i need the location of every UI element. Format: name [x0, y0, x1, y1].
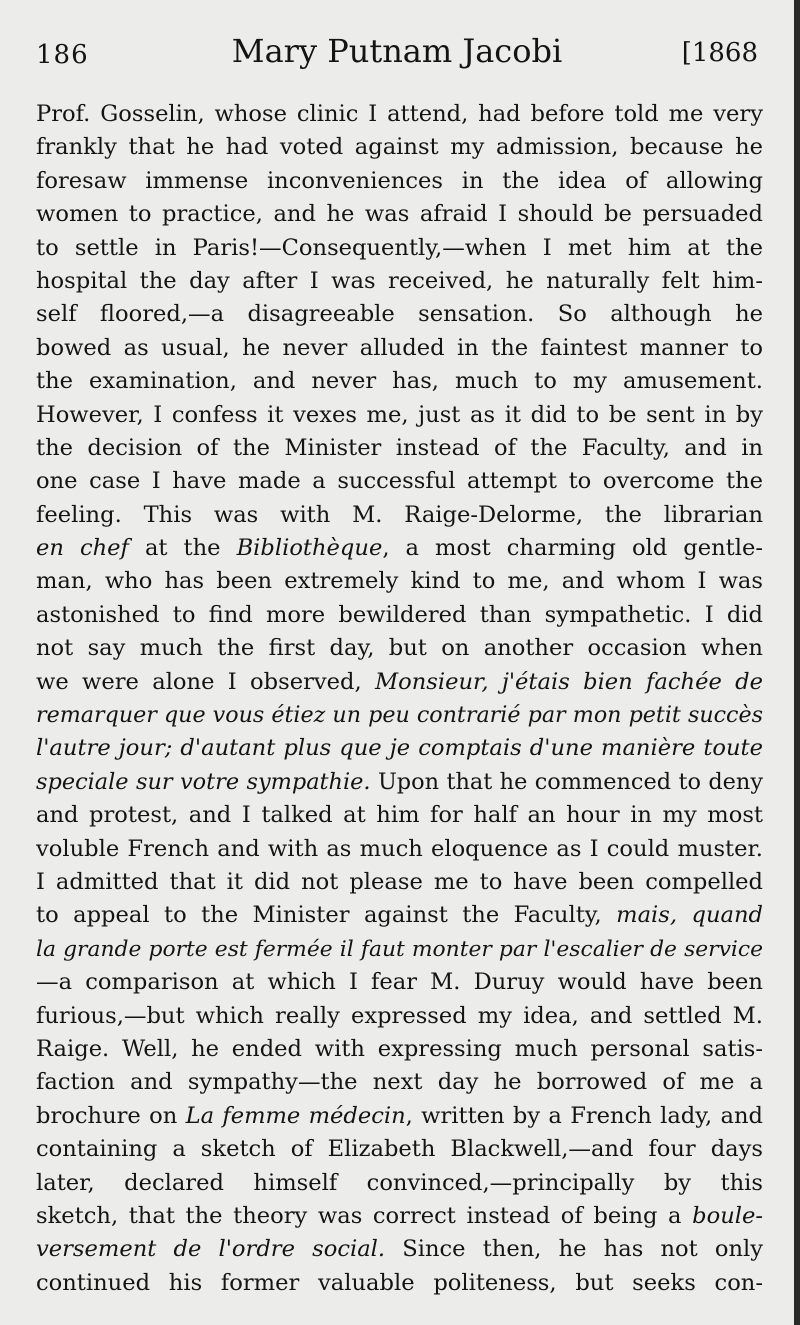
text-segment: continued his former valuable politeness, but seeks con- [36, 1269, 763, 1296]
text-line [36, 232, 763, 265]
text-segment: the examination, and never has, much to my amusement. [36, 368, 763, 395]
italic-segment: Monsieur, j'étais bien fachée de [374, 668, 763, 695]
text-line [36, 565, 763, 598]
text-line [36, 766, 763, 799]
text-line [36, 332, 763, 365]
text-segment: to settle in Paris!—Consequently,—when I met him at the [36, 234, 763, 261]
text-segment: containing a sketch of Elizabeth Blackwell,—and four days [36, 1136, 763, 1163]
text-line [36, 298, 763, 331]
text-segment: —a comparison at which I fear M. Duruy would have been [36, 969, 763, 996]
text-segment: faction and sympathy—the next day he borrowed of me a [36, 1069, 763, 1096]
year-marker: [1868 [681, 38, 758, 68]
italic-segment: boule- [692, 1202, 763, 1229]
text-line [36, 399, 763, 432]
text-line [36, 1200, 763, 1233]
text-line [36, 1066, 763, 1099]
text-segment: Since then, he has not only [385, 1236, 763, 1263]
text-line [36, 198, 763, 231]
text-line [36, 432, 763, 465]
text-segment: brochure on [36, 1102, 186, 1129]
text-segment: not say much the first day, but on another occasion when [36, 635, 763, 662]
text-line [36, 899, 763, 932]
text-segment: to appeal to the Minister against the Faculty, [36, 902, 617, 929]
italic-segment: mais, quand [616, 902, 763, 929]
text-line [36, 1133, 763, 1166]
text-segment: the decision of the Minister instead of the Faculty, and in [36, 434, 763, 461]
text-segment: sketch, that the theory was correct instead of being a [36, 1202, 693, 1229]
text-segment: , written by a French lady, and [405, 1102, 763, 1129]
text-segment: , a most charming old gentle- [382, 535, 763, 562]
italic-segment: La femme médecin [185, 1102, 406, 1129]
text-line [36, 666, 763, 699]
text-line [36, 1233, 763, 1266]
text-line [36, 131, 763, 164]
italic-segment: remarquer que vous étiez un peu contrarié par mon petit succès [36, 702, 763, 729]
text-line [36, 265, 763, 298]
italic-segment: la grande porte est fermée il faut monter par l'escalier de service [36, 936, 763, 962]
italic-segment: Bibliothèque [236, 535, 383, 562]
text-line [36, 933, 763, 966]
text-segment: Raige. Well, he ended with expressing much personal satis- [36, 1035, 763, 1062]
text-line [36, 1000, 763, 1033]
text-segment: furious,—but which really expressed my idea, and settled M. [36, 1002, 763, 1029]
italic-segment: speciale sur votre sympathie. [36, 768, 371, 795]
text-segment: women to practice, and he was afraid I should be persuaded [36, 201, 763, 228]
text-segment: hospital the day after I was received, he naturally felt him- [36, 267, 763, 294]
italic-segment: en chef [36, 535, 129, 562]
text-segment: later, declared himself convinced,—principally by this [36, 1169, 763, 1196]
text-line [36, 365, 763, 398]
text-line [36, 98, 763, 131]
text-line [36, 1267, 763, 1300]
text-segment: foresaw immense inconveniences in the idea of allowing [36, 167, 763, 194]
text-line [36, 799, 763, 832]
text-line [36, 1100, 763, 1133]
text-line [36, 465, 763, 498]
text-segment: feeling. This was with M. Raige-Delorme, the librarian [36, 501, 763, 528]
text-line [36, 699, 763, 732]
text-segment: we were alone I observed, [36, 668, 375, 695]
text-segment: at the [128, 535, 237, 562]
text-line [36, 1167, 763, 1200]
text-segment: bowed as usual, he never alluded in the faintest manner to [36, 334, 763, 361]
text-line [36, 866, 763, 899]
page-header [36, 26, 758, 76]
text-line [36, 732, 763, 765]
text-line [36, 833, 763, 866]
text-segment: one case I have made a successful attempt to overcome the [36, 468, 763, 495]
text-line [36, 499, 763, 532]
text-segment: and protest, and I talked at him for half an hour in my most [36, 802, 763, 829]
italic-segment: l'autre jour; d'autant plus que je comptais d'une manière toute [36, 735, 763, 762]
text-segment: astonished to find more bewildered than sympathetic. I did [36, 601, 763, 628]
text-segment: Upon that he commenced to deny [370, 768, 763, 795]
text-segment: However, I confess it vexes me, just as it did to be sent in by [36, 401, 763, 428]
text-segment: I admitted that it did not please me to have been compelled [36, 868, 763, 895]
text-segment: frankly that he had voted against my admission, because he [36, 134, 763, 161]
italic-segment: versement de l'ordre social. [36, 1236, 386, 1263]
text-line [36, 1033, 763, 1066]
running-title: Mary Putnam Jacobi [231, 32, 563, 70]
text-line [36, 599, 763, 632]
text-segment: Prof. Gosselin, whose clinic I attend, had before told me very [36, 101, 763, 127]
text-line [36, 966, 763, 999]
body-text [36, 98, 763, 1300]
text-line [36, 532, 763, 565]
page-number: 186 [36, 40, 89, 70]
text-line [36, 165, 763, 198]
text-segment: self floored,—a disagreeable sensation. So although he [36, 301, 763, 328]
text-segment: man, who has been extremely kind to me, and whom I was [36, 568, 763, 595]
text-segment: voluble French and with as much eloquence as I could muster. [36, 835, 763, 862]
text-line [36, 632, 763, 665]
